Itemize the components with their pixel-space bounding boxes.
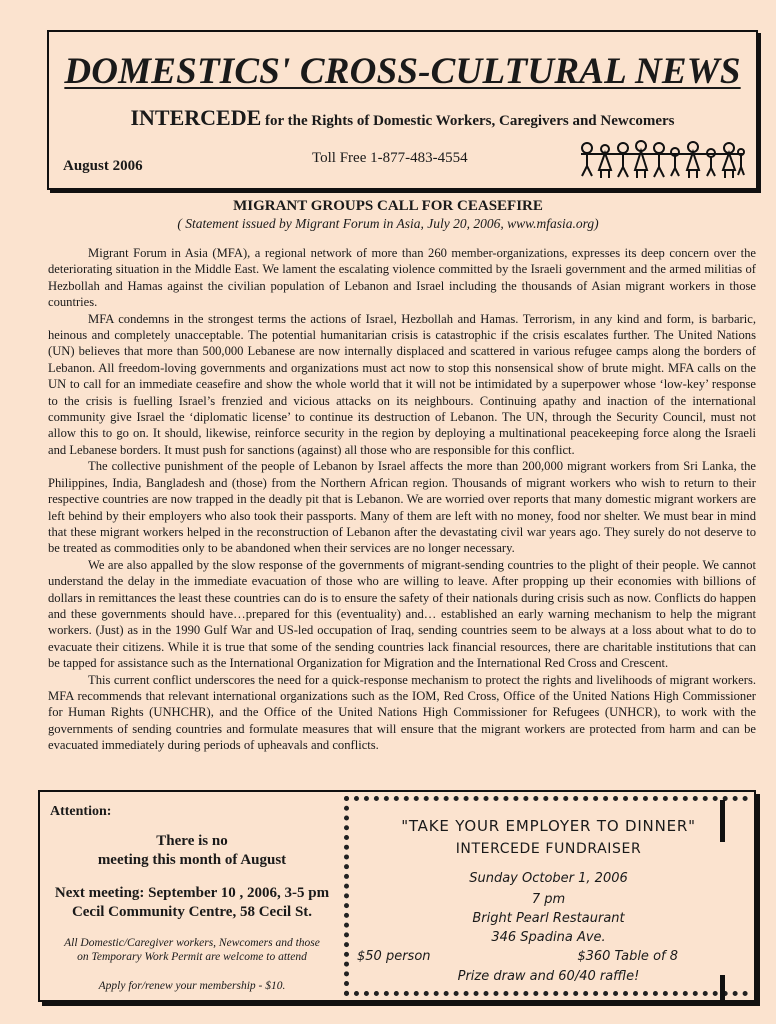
fundraiser-prize: Prize draw and 60/40 raffle! [457,969,640,984]
membership-notice: Apply for/renew your membership - $10. [98,980,286,992]
welcome-notice [50,936,334,964]
next-meeting-line: Cecil Community Centre, 58 Cecil St. [71,904,313,920]
fundraiser-panel [344,796,748,996]
issue-date: August 2006 [63,158,143,174]
article-subhead: ( Statement issued by Migrant Forum in Asia, July 20, 2006, www.mfasia.org) [177,216,599,231]
announcements-box [38,790,756,1002]
article-paragraph: The collective punishment of the people of Lebanon by Israel affects the more than 200,000 migrant workers from Sri Lanka, the Philippines, India, Bangladesh and (those) from the Northern African region. Thousands of migrant workers who wish to return to their respective countries are now trapped in the deadly pit that is Lebanon. We are worried over reports that many domestic migrant workers are left behind by their employers who also took their passports. Many of them are left with no money, food nor shelter. We must bear in mind that these migrant workers helped in the reconstruction of Lebanon after the devastating civil war years ago. They surely do not deserve to be treated as commodities only to be abandoned when their services are no longer necessary. [48,459,756,556]
fundraiser-org: INTERCEDE FUNDRAISER [455,841,642,857]
article-paragraph: Migrant Forum in Asia (MFA), a regional network of more than 260 member-organizations, expresses its deep concern over the deteriorating situation in the Middle East. We lament the escalating violence committed by the Israeli government and the armed militias of Hezbollah and Hamas against the civilian population of Lebanon and Israel including the thousands of Asian migrant workers in those countries. [48,246,756,310]
price-per-table: $360 Table of 8 [577,949,678,964]
box-edge-mark [720,800,725,842]
masthead [47,30,758,190]
fundraiser-title: "TAKE YOUR EMPLOYER TO DINNER" [401,817,696,835]
article-headline: MIGRANT GROUPS CALL FOR CEASEFIRE [233,198,543,214]
next-meeting-line: Next meeting: September 10 , 2006, 3-5 pm [54,885,330,901]
box-edge-mark [720,975,725,1003]
org-line [49,105,756,131]
next-meeting-notice [50,884,334,922]
fundraiser-address: 346 Spadina Ave. [491,930,606,945]
article-body [48,245,756,754]
org-tagline: for the Rights of Domestic Workers, Caregivers and Newcomers [261,113,675,129]
no-meeting-notice [50,832,334,870]
article-paragraph: This current conflict underscores the need for a quick-response mechanism to protect the rights and livelihoods of migrant workers. MFA recommends that relevant international organizations such as the IOM, Red Cross, Office of the United Nations High Commissioner for Human Rights (UNHCHR), and the Office of the United Nations High Commissioner for Refugees (UNHCR), to work with the governments of sending countries and formulate measures that will ensure that the migrant workers are protected from harm and can be evacuated immediately during periods of upheavals and conflicts. [48,672,756,753]
welcome-line: All Domestic/Caregiver workers, Newcomers and those [64,937,320,949]
org-name: INTERCEDE [130,105,262,130]
price-per-person: $50 person [357,949,431,964]
toll-free-phone: Toll Free 1-877-483-4554 [312,150,468,166]
article-paragraph: MFA condemns in the strongest terms the actions of Israel, Hezbollah and Hamas. Terrorism, in any kind and form, is barbaric, heinous and completely unacceptable. The potential humanitarian crisis is catastrophic if the crisis escalates further. The United Nations (UN) believes that more than 500,000 Lebanese are now internally displaced and scattered in various refugee camps along the borders of Lebanon. All freedom-loving governments and organizations must act now to stop this nonsensical show of brute might. MFA calls on the UN to call for an immediate ceasefire and show the whole world that it will not be intimidated by a superpower whose ‘low-key’ response to the crisis is fuelling Israel’s frenzied and vicious attacks on its neighbours. Continuing apathy and inaction of the international community give Israel the ‘diplomatic license’ to continue its destruction of Lebanon. The UN, through the Security Council, must not allow this to go on. It should, likewise, reinforce security in the region by deploying a multinational peacekeeping force along the Israeli and Lebanese borders. It must push for sanctions (against) all those who are responsible for this conflict. [48,311,756,457]
no-meeting-line: There is no [156,833,228,849]
welcome-line: on Temporary Work Permit are welcome to attend [77,951,307,963]
attention-panel [50,804,334,992]
fundraiser-venue: Bright Pearl Restaurant [472,911,625,926]
fundraiser-date: Sunday October 1, 2006 [469,871,628,886]
no-meeting-line: meeting this month of August [97,852,287,868]
fundraiser-prices [349,949,748,969]
fundraiser-time: 7 pm [531,892,566,907]
article-paragraph: We are also appalled by the slow response of the governments of migrant-sending countries to the plight of their people. We cannot understand the delay in the immediate evacuation of those who are willing to leave. After propping up their economies with billions of dollars in remittances the least these countries can do is to ensure the safety of their nationals during crisis such as now. Conflicts do happen and these governments should have…prepared for this (eventuality) and… established an early warning mechanism to help the migrant workers. (Just) as in the 1990 Gulf War and US-led occupation of Iraq, sending countries seem to be always at a loss about what to do to evacuate their citizens. While it is true that some of the sending countries lack financial resources, there are charitable institutions that can be tapped for assistance such as the International Organization for Migration and the International Red Cross and Crescent. [48,557,756,671]
attention-heading: Attention: [50,804,112,819]
people-chain-logo [577,140,747,182]
newsletter-title: DOMESTICS' CROSS-CULTURAL NEWS [64,51,741,92]
